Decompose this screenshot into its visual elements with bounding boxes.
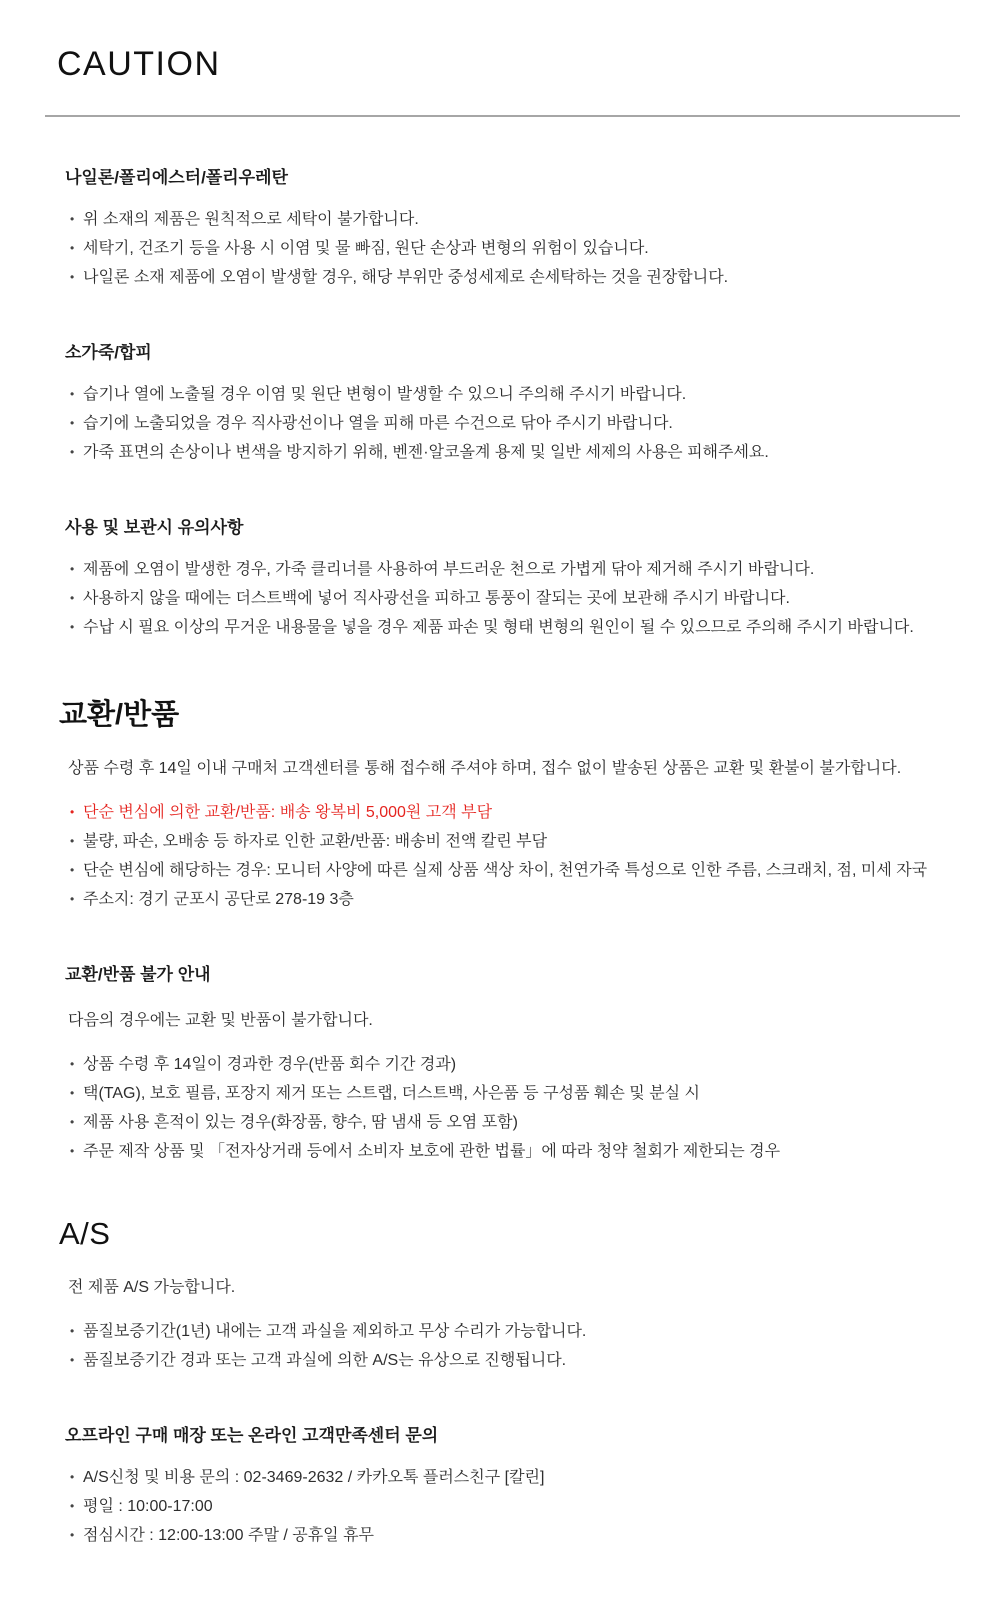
after-service-intro: 전 제품 A/S 가능합니다.	[68, 1279, 236, 1296]
list-item: • 제품 사용 흔적이 있는 경우(화장품, 향수, 땀 냄새 등 오염 포함)	[70, 1108, 960, 1137]
care-section-leather	[57, 338, 960, 467]
exchange-return-intro: 상품 수령 후 14일 이내 구매처 고객센터를 통해 접수해 주셔야 하며, 접수 없이 발송된 상품은 교환 및 환불이 불가합니다.	[68, 760, 902, 777]
exchange-return-list	[70, 798, 960, 914]
list-item: • 주문 제작 상품 및 「전자상거래 등에서 소비자 보호에 관한 법률」에 따라 청약 철회가 제한되는 경우	[70, 1137, 960, 1166]
after-service-heading: A/S	[59, 1216, 111, 1251]
no-exchange-list	[70, 1050, 960, 1166]
list-item: • 주소지: 경기 군포시 공단로 278-19 3층	[70, 885, 960, 914]
care-item-list	[70, 380, 960, 467]
list-item: • 가죽 표면의 손상이나 변색을 방지하기 위해, 벤젠·알코올계 용제 및 일반 세제의 사용은 피해주세요.	[70, 438, 960, 467]
list-item: • 제품에 오염이 발생한 경우, 가죽 클리너를 사용하여 부드러운 천으로 가볍게 닦아 제거해 주시기 바랍니다.	[70, 555, 960, 584]
care-item-list	[70, 205, 960, 292]
list-item: • A/S신청 및 비용 문의 : 02-3469-2632 / 카카오톡 플러스친구 [칼린]	[70, 1463, 960, 1492]
list-item-highlight: • 단순 변심에 의한 교환/반품: 배송 왕복비 5,000원 고객 부담	[70, 798, 960, 827]
list-item: • 습기나 열에 노출될 경우 이염 및 원단 변형이 발생할 수 있으니 주의해 주시기 바랍니다.	[70, 380, 960, 409]
list-item: • 평일 : 10:00-17:00	[70, 1492, 960, 1521]
list-item: • 세탁기, 건조기 등을 사용 시 이염 및 물 빠짐, 원단 손상과 변형의 위험이 있습니다.	[70, 234, 960, 263]
list-item: • 사용하지 않을 때에는 더스트백에 넣어 직사광선을 피하고 통풍이 잘되는 곳에 보관해 주시기 바랍니다.	[70, 584, 960, 613]
care-section-nylon	[57, 163, 960, 292]
exchange-return-heading: 교환/반품	[59, 699, 180, 731]
list-item: • 불량, 파손, 오배송 등 하자로 인한 교환/반품: 배송비 전액 칼린 부담	[70, 827, 960, 856]
list-item: • 수납 시 필요 이상의 무거운 내용물을 넣을 경우 제품 파손 및 형태 변형의 원인이 될 수 있으므로 주의해 주시기 바랍니다.	[70, 613, 960, 642]
care-section-heading: 소가죽/합피	[65, 343, 152, 362]
care-section-heading: 나일론/폴리에스터/폴리우레탄	[65, 168, 288, 187]
after-service-section	[57, 1216, 960, 1375]
after-service-list	[70, 1317, 960, 1375]
list-item: • 품질보증기간 경과 또는 고객 과실에 의한 A/S는 유상으로 진행됩니다.	[70, 1346, 960, 1375]
contact-section	[57, 1421, 960, 1550]
page-title: CAUTION	[57, 45, 221, 83]
divider	[45, 115, 960, 117]
no-exchange-section	[57, 960, 960, 1166]
list-item: • 습기에 노출되었을 경우 직사광선이나 열을 피해 마른 수건으로 닦아 주시기 바랍니다.	[70, 409, 960, 438]
list-item: • 택(TAG), 보호 필름, 포장지 제거 또는 스트랩, 더스트백, 사은품 등 구성품 훼손 및 분실 시	[70, 1079, 960, 1108]
exchange-return-section	[57, 692, 960, 914]
list-item: • 점심시간 : 12:00-13:00 주말 / 공휴일 휴무	[70, 1521, 960, 1550]
care-section-storage	[57, 513, 960, 642]
care-item-list	[70, 555, 960, 642]
no-exchange-intro: 다음의 경우에는 교환 및 반품이 불가합니다.	[68, 1012, 373, 1029]
list-item: • 품질보증기간(1년) 내에는 고객 과실을 제외하고 무상 수리가 가능합니다.	[70, 1317, 960, 1346]
contact-heading: 오프라인 구매 매장 또는 온라인 고객만족센터 문의	[65, 1426, 439, 1445]
no-exchange-heading: 교환/반품 불가 안내	[65, 965, 211, 984]
list-item: • 나일론 소재 제품에 오염이 발생할 경우, 해당 부위만 중성세제로 손세탁하는 것을 권장합니다.	[70, 263, 960, 292]
list-item: • 위 소재의 제품은 원칙적으로 세탁이 불가합니다.	[70, 205, 960, 234]
list-item: • 단순 변심에 해당하는 경우: 모니터 사양에 따른 실제 상품 색상 차이, 천연가죽 특성으로 인한 주름, 스크래치, 점, 미세 자국	[70, 856, 960, 885]
care-section-heading: 사용 및 보관시 유의사항	[65, 518, 244, 537]
list-item: • 상품 수령 후 14일이 경과한 경우(반품 회수 기간 경과)	[70, 1050, 960, 1079]
contact-list	[70, 1463, 960, 1550]
